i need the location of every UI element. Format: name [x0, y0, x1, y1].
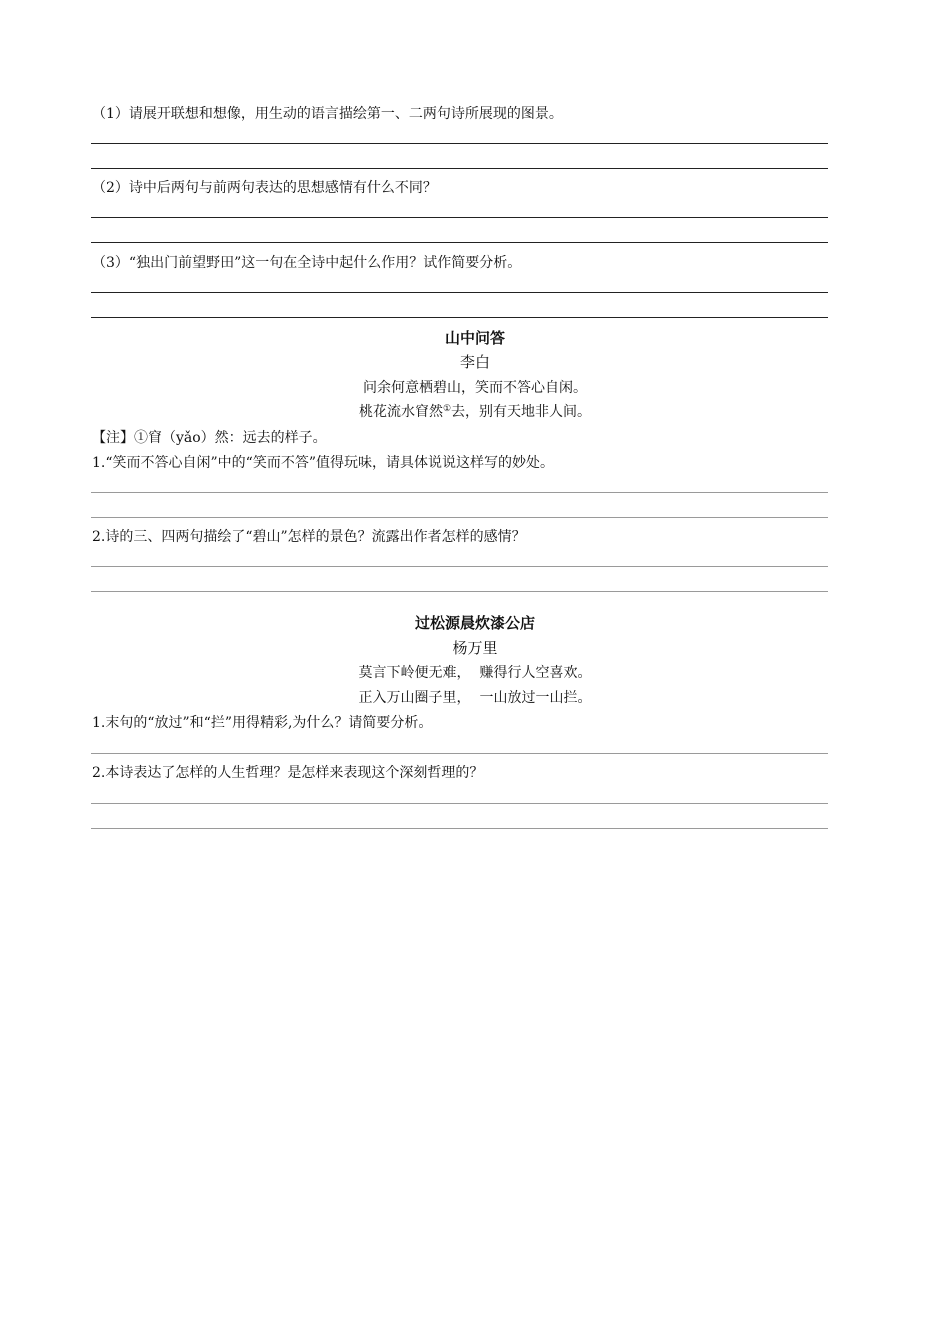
poem-author: 李白: [459, 353, 490, 371]
answer-line: [91, 143, 828, 144]
question-1: （1）请展开联想和想像，用生动的语言描绘第一、二两句诗所展现的图景。: [92, 106, 563, 122]
answer-line: [91, 317, 828, 318]
answer-line: [91, 517, 828, 518]
answer-line: [91, 242, 828, 243]
answer-line: [91, 803, 828, 804]
question-3: （3）“独出门前望野田”这一句在全诗中起什么作用？试作简要分析。: [92, 255, 522, 271]
question-1: 1.“笑而不答心自闲”中的“笑而不答”值得玩味，请具体说说这样写的妙处。: [92, 455, 554, 471]
answer-line: [91, 753, 828, 754]
poem-line: 莫言下岭便无难， 赚得行人空喜欢。: [358, 665, 592, 681]
poem-line: [0, 401, 950, 421]
answer-line: [91, 217, 828, 218]
poem-author: 杨万里: [452, 639, 498, 657]
footnote-marker: ①: [442, 404, 452, 414]
poem-line: 问余何意栖碧山，笑而不答心自闲。: [363, 380, 587, 396]
answer-line: [91, 168, 828, 169]
poem-line: 正入万山圈子里， 一山放过一山拦。: [358, 690, 592, 706]
answer-line: [91, 591, 828, 592]
question-2: （2）诗中后两句与前两句表达的思想感情有什么不同？: [92, 180, 437, 196]
answer-line: [91, 828, 828, 829]
poem-title: 过松源晨炊漆公店: [414, 614, 535, 632]
poem-line-text: 去，别有天地非人间。: [451, 404, 592, 420]
question-1: 1.末句的“放过”和“拦”用得精彩,为什么？请简要分析。: [92, 715, 433, 731]
question-2: 2.诗的三、四两句描绘了“碧山”怎样的景色？流露出作者怎样的感情？: [92, 529, 526, 545]
question-2: 2.本诗表达了怎样的人生哲理？是怎样来表现这个深刻哲理的？: [92, 765, 484, 781]
footnote: 【注】①窅（yǎo）然：远去的样子。: [92, 430, 327, 446]
poem-line-text: 桃花流水窅然: [358, 404, 443, 420]
answer-line: [91, 566, 828, 567]
answer-line: [91, 492, 828, 493]
answer-line: [91, 292, 828, 293]
poem-title: 山中问答: [444, 329, 505, 347]
